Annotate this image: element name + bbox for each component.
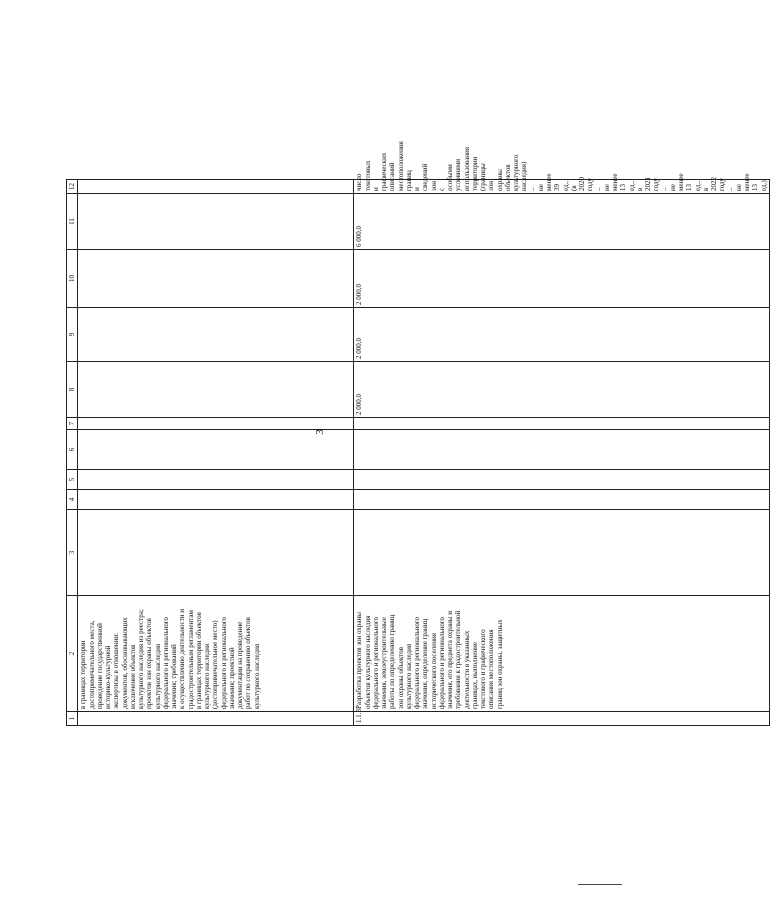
empty-cell (78, 429, 354, 469)
header-cell: 4 (67, 489, 78, 509)
header-cell: 2 (67, 595, 78, 711)
row-number: 1.1.3 (354, 711, 770, 725)
amount-total: 6 000,0 (354, 193, 770, 249)
empty-cell (78, 509, 354, 595)
table-row (354, 179, 770, 725)
amount-2020: 2 000,0 (354, 361, 770, 417)
table-row (78, 179, 354, 725)
empty-cell (354, 417, 770, 429)
table-header-row (67, 179, 78, 725)
indicator-text (78, 179, 354, 193)
amount-2022 (78, 249, 354, 307)
header-cell: 10 (67, 249, 78, 307)
empty-cell (354, 469, 770, 489)
header-cell: 8 (67, 361, 78, 417)
header-cell: 6 (67, 429, 78, 469)
empty-cell (354, 489, 770, 509)
empty-cell (78, 489, 354, 509)
amount-2021 (78, 307, 354, 361)
header-cell: 1 (67, 711, 78, 725)
header-cell: 7 (67, 417, 78, 429)
amount-2021: 2 000,0 (354, 307, 770, 361)
empty-cell (354, 429, 770, 469)
header-cell: 11 (67, 193, 78, 249)
header-cell: 3 (67, 509, 78, 595)
indicator-text: число текстовых и графических описаний местоположения границ и сведений зон с особыми условиями использования территории (границы зон охраны объектов культурного наследия) – не менее 39 ед., (в 2020 году – не менее 13 ед., в 2021 году – не менее 13 ед., в 2022 году – не менее 13 ед.) (354, 179, 770, 193)
row-number (78, 711, 354, 725)
rotated-table-container (66, 140, 768, 726)
header-cell: 5 (67, 469, 78, 489)
amount-2022: 2 000,0 (354, 249, 770, 307)
activity-description: в границах территории достопримечательного места, проведение государственной историко-культурной экспертизы в отношении: документов, обосновывающих исключение объектов культурного наследия из реестра; проектов зон охраны объектов культурного наследия федерального и регионального значения; требований к осуществлению деятельности и градостроительным регламентам в границах территории объектов культурного наследия (достопримечательное место) федерального и регионального значения; проектной документации на проведение работ по сохранению объектов культурного наследия (78, 595, 354, 711)
budget-table (66, 140, 770, 726)
page-number: 3 (314, 429, 326, 435)
footer-rule (578, 884, 622, 885)
amount-total (78, 193, 354, 249)
header-cell: 9 (67, 307, 78, 361)
amount-2020 (78, 361, 354, 417)
empty-cell (78, 417, 354, 429)
empty-cell (78, 469, 354, 489)
activity-description: Разработка проектов зон охраны объектов культурного наследия федерального и регионального значения, землеустроительные работы по определению границ зон охраны объектов культурного наследия федерального и регионального значения, определение границ исторического поселения федерального и регионального значения, его предмета охраны и требования к градостроительной деятельности в указанных границах, выполнение текстового и графического описания местоположения границ зон охраны, защитных (354, 595, 770, 711)
header-cell: 12 (67, 179, 78, 193)
empty-cell (354, 509, 770, 595)
